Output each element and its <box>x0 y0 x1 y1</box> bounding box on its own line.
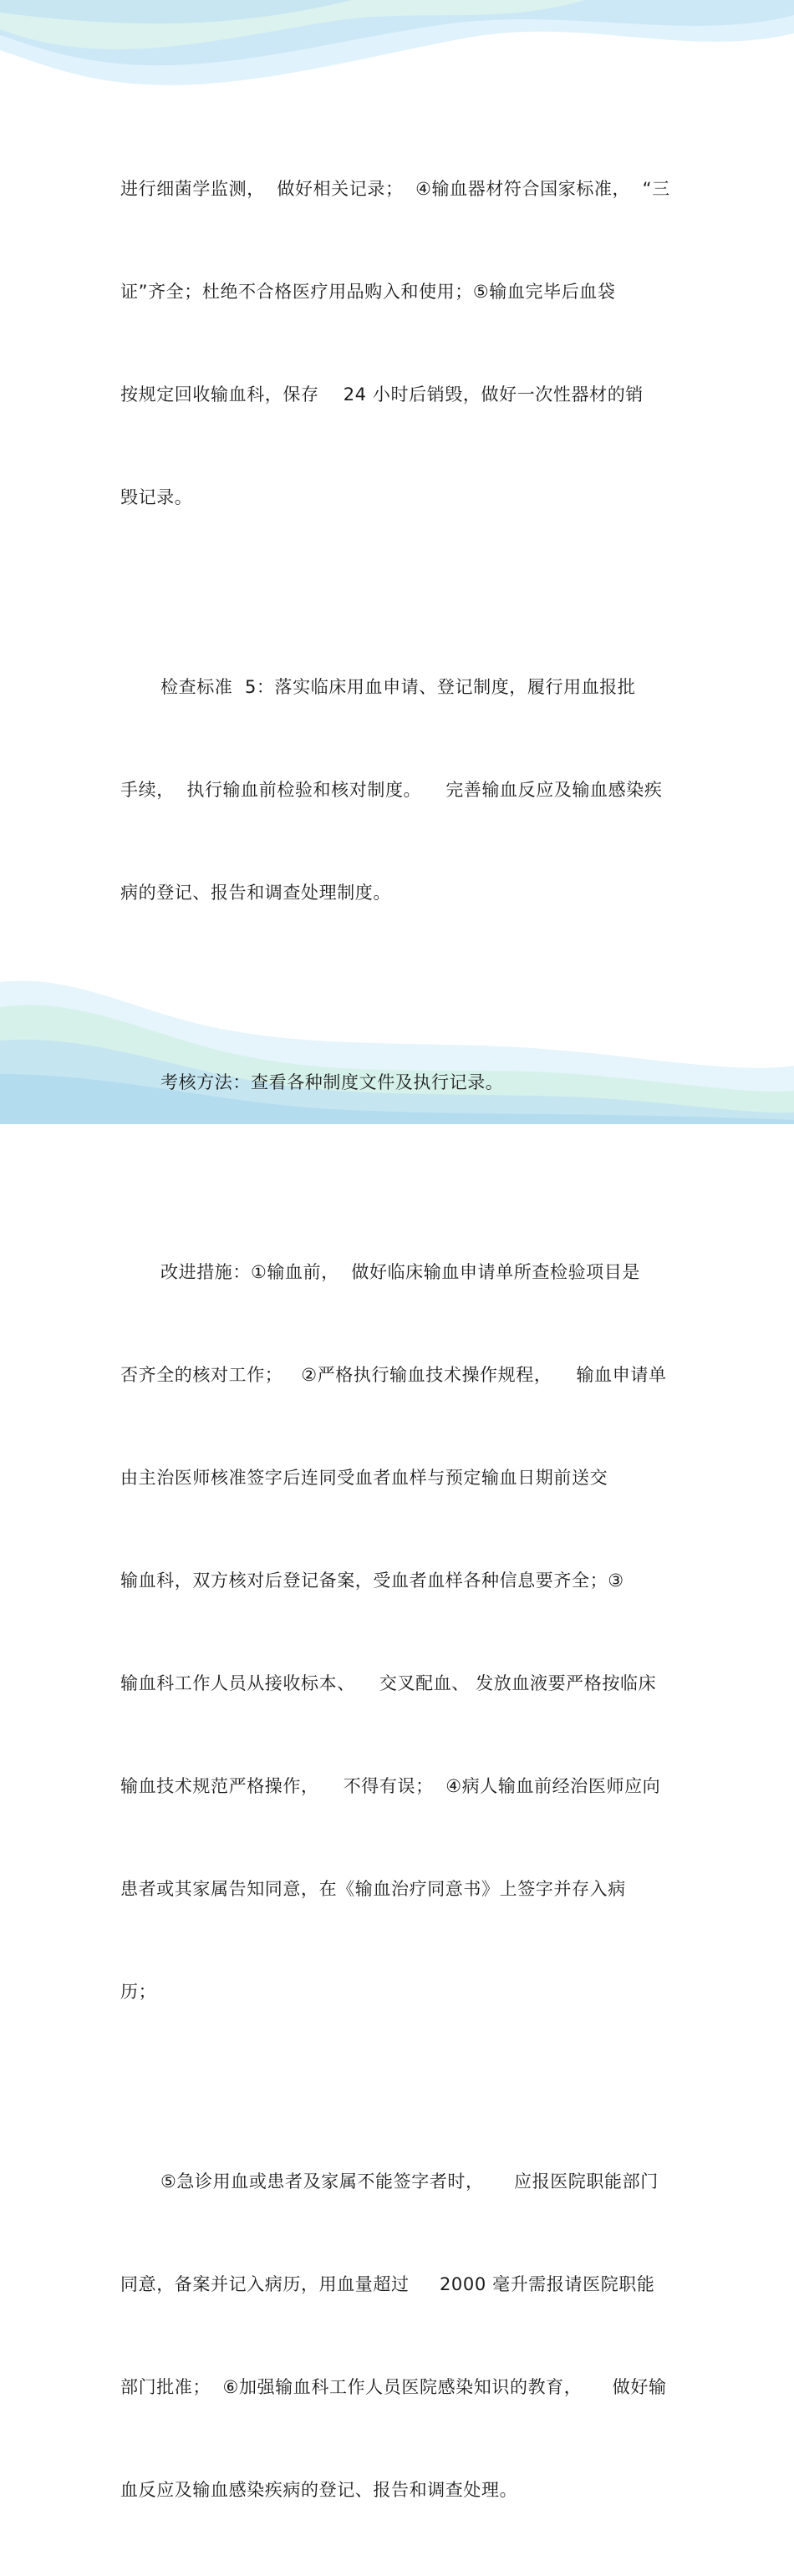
paragraph-1 <box>120 104 680 583</box>
document-body <box>120 104 680 2576</box>
paragraph-4-line-3: 由主治医师核准签字后连同受血者血样与预定输血日期前送交 <box>120 1468 608 1488</box>
paragraph-4-line-2: 否齐全的核对工作； ②严格执行输血技术操作规程， 输血申请单 <box>120 1365 667 1385</box>
paragraph-2-line-1: 检查标准 5：落实临床用血申请、登记制度，履行用血报批 <box>160 677 636 697</box>
paragraph-5-line-3: 部门批准； ⑥加强输血科工作人员医院感染知识的教育， 做好输 <box>120 2377 667 2397</box>
paragraph-4-line-8: 历； <box>120 1982 157 2002</box>
paragraph-1-line-3: 按规定回收输血科，保存 24 小时后销毁，做好一次性器材的销 <box>120 384 644 405</box>
paragraph-2-line-2: 手续， 执行输血前检验和核对制度。 完善输血反应及输血感染疾 <box>120 780 663 800</box>
paragraph-5-line-1: ⑤急诊用血或患者及家属不能签字者时， 应报医院职能部门 <box>160 2171 659 2192</box>
paragraph-1-line-1: 进行细菌学监测， 做好相关记录； ④输血器材符合国家标准， “三 <box>120 179 670 199</box>
paragraph-improvement-measures <box>120 1187 680 2078</box>
paragraph-3-line-1: 考核方法：查看各种制度文件及执行记录。 <box>160 1072 504 1092</box>
paragraph-4-line-1: 改进措施：①输血前， 做好临床输血申请单所查检验项目是 <box>160 1262 640 1282</box>
paragraph-1-line-4: 毁记录。 <box>120 487 193 507</box>
paragraph-4-line-4: 输血科，双方核对后登记备案，受血者血样各种信息要齐全；③ <box>120 1571 624 1591</box>
paragraph-emergency-measures <box>120 2096 680 2576</box>
paragraph-1-line-2: 证”齐全；杜绝不合格医疗用品购入和使用；⑤输血完毕后血袋 <box>120 282 616 302</box>
paragraph-4-line-7: 患者或其家属告知同意，在《输血治疗同意书》上签字并存入病 <box>120 1879 626 1899</box>
paragraph-assessment-method <box>120 997 680 1168</box>
paragraph-inspection-standard <box>120 602 680 979</box>
paragraph-4-line-6: 输血技术规范严格操作， 不得有误； ④病人输血前经治医师应向 <box>120 1776 661 1796</box>
paragraph-2-line-3: 病的登记、报告和调查处理制度。 <box>120 883 391 903</box>
paragraph-5-line-2: 同意，备案并记入病历，用血量超过 2000 毫升需报请医院职能 <box>120 2274 655 2294</box>
paragraph-4-line-5: 输血科工作人员从接收标本、 交叉配血、 发放血液要严格按临床 <box>120 1673 657 1693</box>
paragraph-5-line-4: 血反应及输血感染疾病的登记、报告和调查处理。 <box>120 2480 518 2500</box>
